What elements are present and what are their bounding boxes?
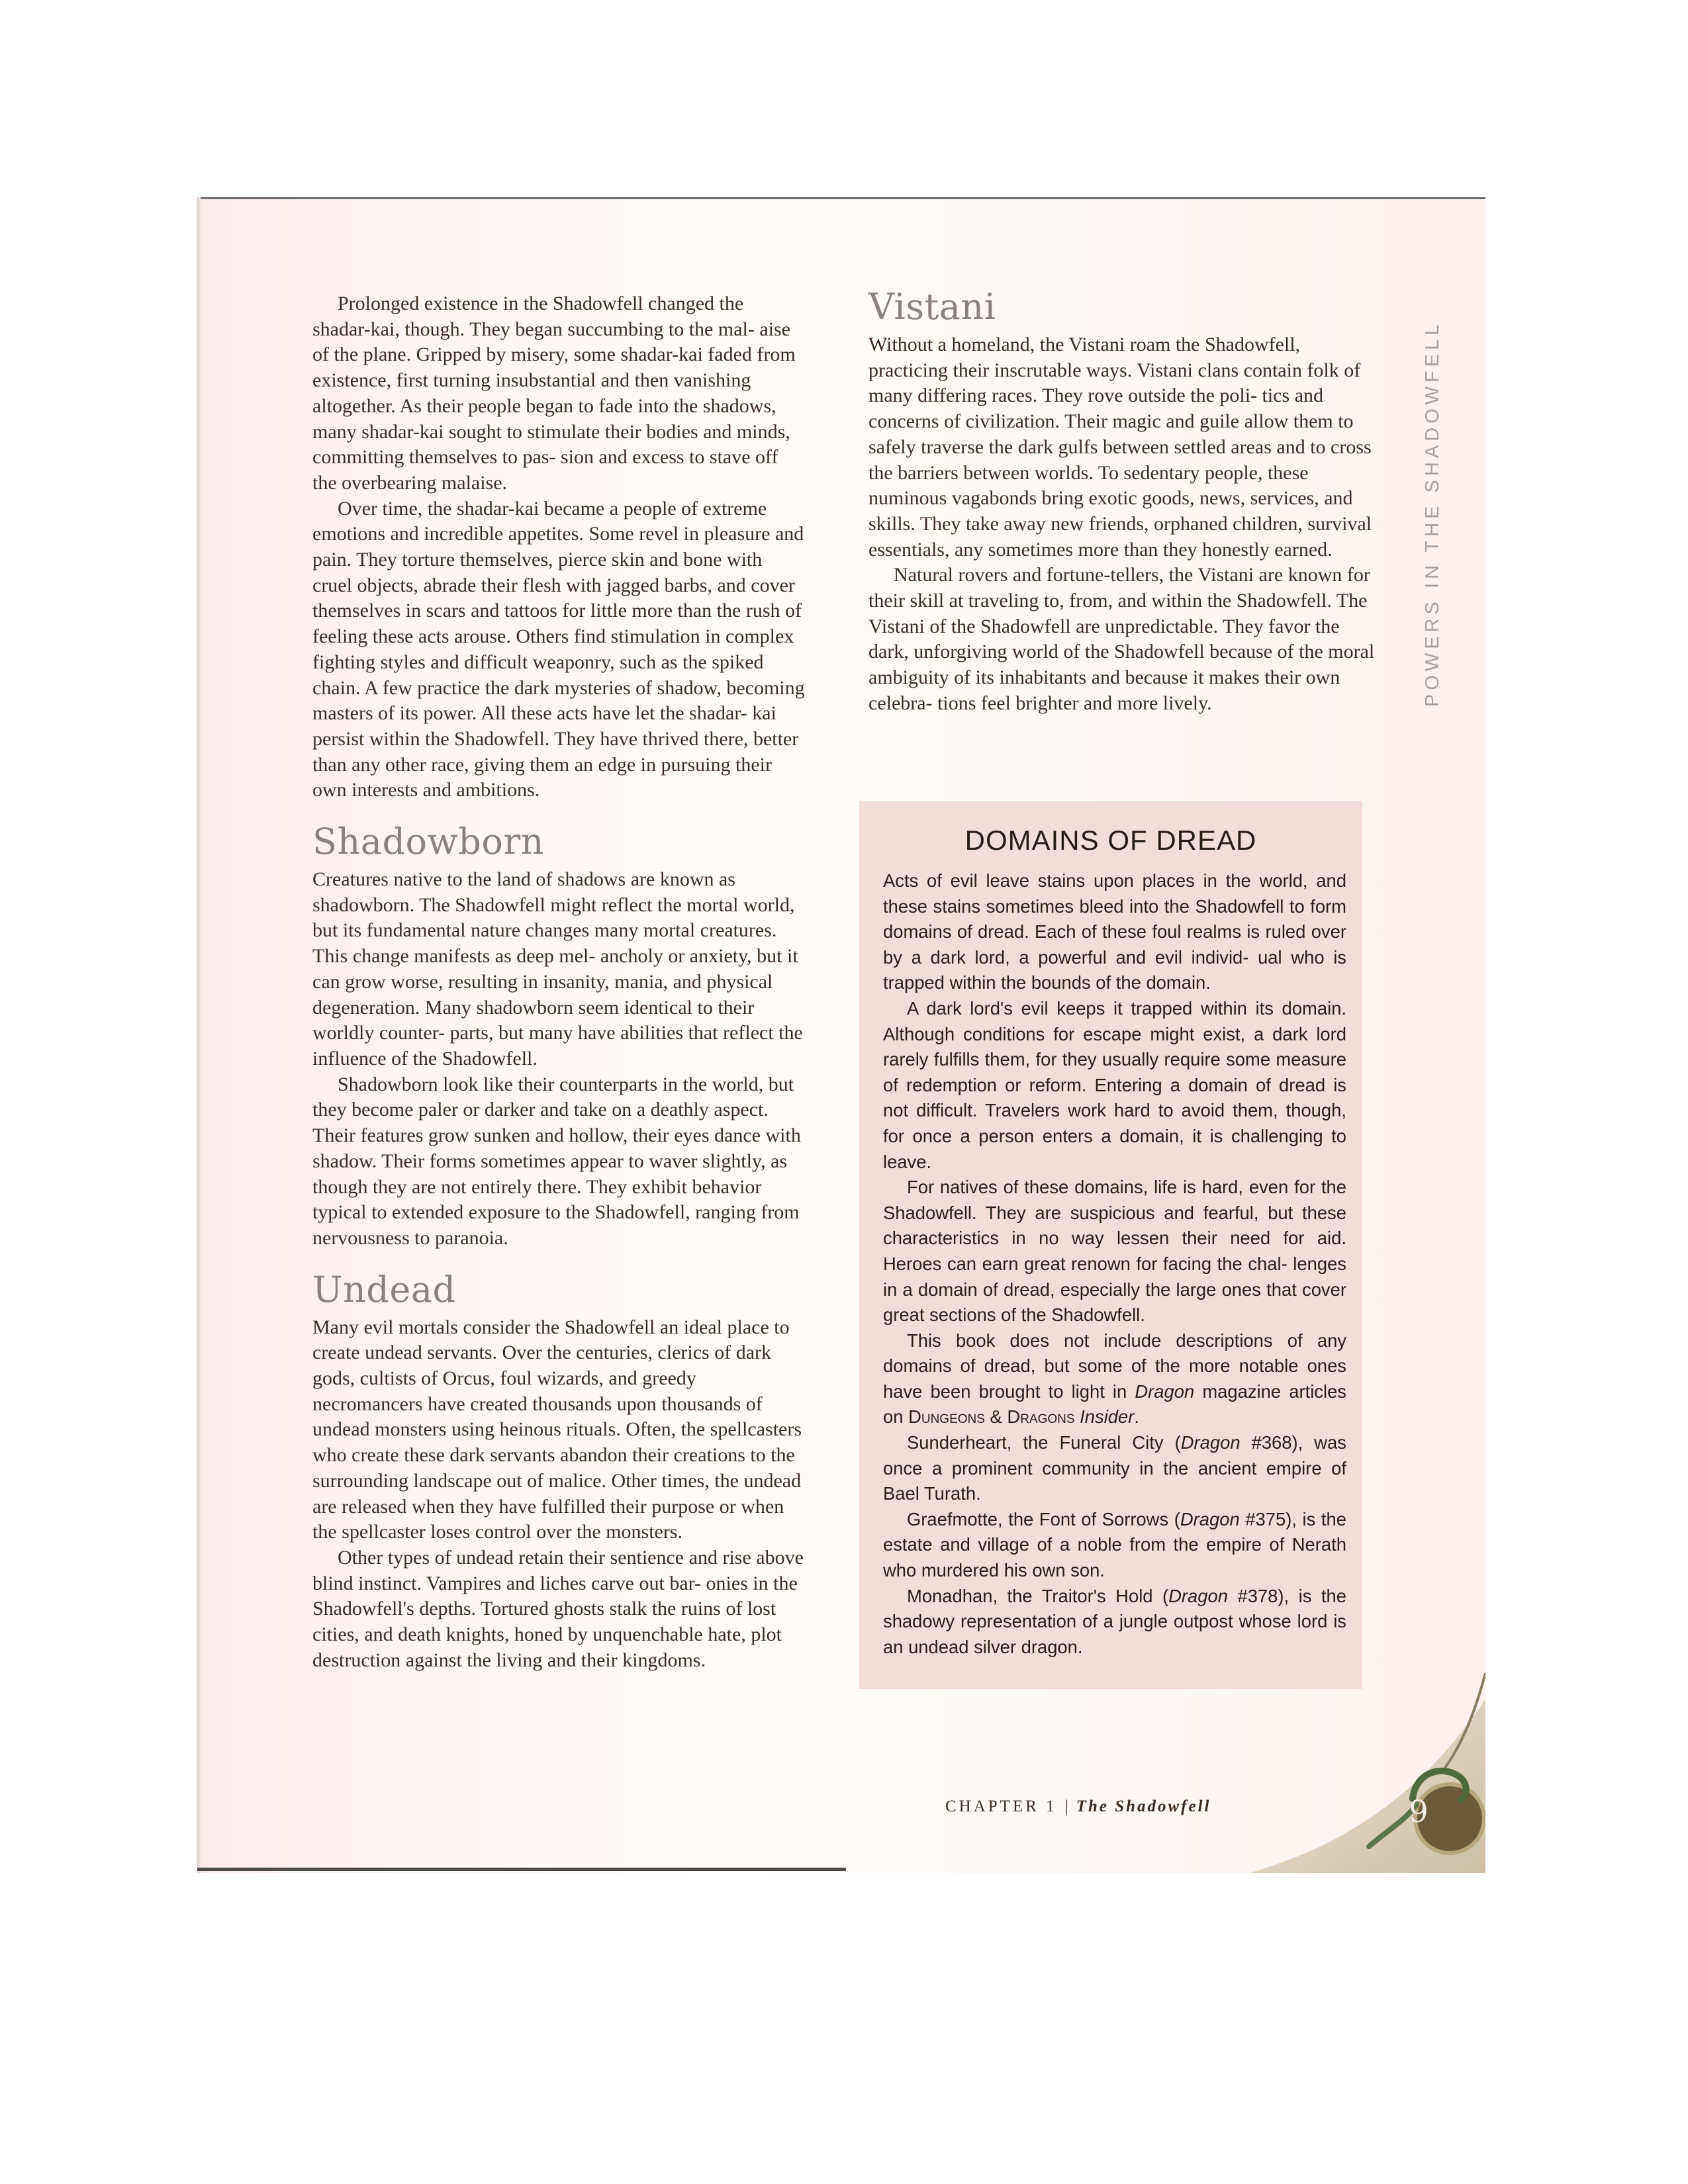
product-name-suffix: Insider bbox=[1080, 1406, 1135, 1428]
left-column bbox=[312, 291, 805, 1673]
section-heading-undead: Undead bbox=[312, 1268, 456, 1310]
sidebar-paragraph: For natives of these domains, life is hard, even for the Shadowfell. They are suspicious and fearful, but these characteristics in no way lessen their need for aid. Heroes can earn great renown for facing the chal- lenges in a domain of dread, especially the large ones that cover great sections of the Shadowfell. bbox=[883, 1177, 1346, 1326]
top-rule bbox=[197, 197, 1485, 199]
magazine-title: Dragon bbox=[1180, 1432, 1241, 1453]
sidebar-paragraph: Acts of evil leave stains upon places in the world, and these stains sometimes bleed into the Shadowfell to form domains of dread. Each of these foul realms is ruled over by a dark lord, a powerful and evil individ- ual who is trapped within the bounds of the domain. bbox=[883, 870, 1346, 993]
product-name: Dungeons & Dragons bbox=[908, 1406, 1075, 1428]
section-heading-vistani: Vistani bbox=[868, 286, 996, 328]
paragraph: Other types of undead retain their sentience and rise above blind instinct. Vampires and liches carve out bar- onies in the Shadowfell's depths. Tortured ghosts stalk the ruins of lost cities, and death knights, honed by unquenchable hate, plot destruction against the living and their kingdoms. bbox=[312, 1546, 804, 1671]
sidebar-paragraph bbox=[883, 1584, 1346, 1661]
paragraph: Without a homeland, the Vistani roam the Shadowfell, practicing their inscrutable ways. Vistani clans contain folk of many differing races. They rove outside the poli- tics and concerns of civilization. Their magic and guile allow them to safely traverse the dark gulfs between settled areas and to cross the barriers between worlds. To sedentary people, these numinous vagabonds bring exotic goods, news, services, and skills. They take away new friends, orphaned children, survival essentials, any sometimes more than they honestly earned. bbox=[868, 334, 1372, 561]
text-run: Graefmotte, the Font of Sorrows ( bbox=[907, 1508, 1180, 1529]
footer-chapter: CHAPTER 1 bbox=[945, 1797, 1057, 1815]
paragraph: Over time, the shadar-kai became a people of extreme emotions and incredible appetites. Some revel in pleasure and pain. They torture themselves, pierce skin and bone with cruel objects, abrade their flesh with jagged barbs, and cover themselves in scars and tattoos for little more than the rush of feeling these acts arouse. Others find stimulation in complex fighting styles and difficult weaponry, such as the spiked chain. A few practice the dark mysteries of shadow, becoming masters of its power. All these acts have let the shadar- kai persist within the Shadowfell. They have thrived there, better than any other race, giving them an edge in pursuing their own interests and ambitions. bbox=[312, 497, 805, 801]
text-run: #375), is the estate and village of a noble from the empire of Nerath who murdered his own son. bbox=[883, 1508, 1346, 1581]
footer-title: The Shadowfell bbox=[1076, 1797, 1211, 1815]
sidebar-title: DOMAINS OF DREAD bbox=[964, 825, 1257, 856]
magazine-title: Dragon bbox=[1168, 1585, 1228, 1606]
magazine-title: Dragon bbox=[1135, 1381, 1195, 1402]
text-run: magazine articles on bbox=[883, 1381, 1347, 1428]
right-column bbox=[868, 286, 1378, 717]
paragraph: Creatures native to the land of shadows are known as shadowborn. The Shadowfell might reflect the mortal world, but its fundamental nature changes many mortal creatures. This change manifests as deep mel- ancholy or anxiety, but it can grow worse, resulting in insanity, mania, and physical degeneration. Many shadowborn seem identical to their worldly counter- parts, but many have abilities that reflect the influence of the Shadowfell. bbox=[312, 868, 803, 1069]
sidebar-paragraph: A dark lord's evil keeps it trapped within its domain. Although conditions for escape might exist, a dark lord rarely fulfills them, for they usually require some measure of redemption or reform. Entering a domain of dread is not difficult. Travelers work hard to avoid them, though, for once a person enters a domain, it is challenging to leave. bbox=[883, 997, 1346, 1172]
bottom-rule bbox=[197, 1868, 846, 1871]
text-run: Sunderheart, the Funeral City ( bbox=[907, 1432, 1181, 1453]
paragraph: Shadowborn look like their counterparts in the world, but they become paler or darker and take on a deathly aspect. Their features grow sunken and hollow, their eyes dance with shadow. Their forms sometimes appear to waver slightly, as though they are not entirely there. They exhibit behavior typical to extended exposure to the Shadowfell, ranging from nervousness to paranoia. bbox=[312, 1073, 801, 1249]
text-run: This book does not include descriptions of any domains of dread, but some of the more notable ones have been brought to light in bbox=[883, 1330, 1346, 1402]
text-run: #378), is the shadowy representation of a jungle outpost whose lord is an undead silver dragon. bbox=[883, 1585, 1346, 1657]
sidebar-paragraph bbox=[883, 1507, 1346, 1584]
side-tab-label: POWERS IN THE SHADOWFELL bbox=[1422, 320, 1443, 707]
magazine-title: Dragon bbox=[1180, 1508, 1240, 1529]
page-footer bbox=[945, 1797, 1211, 1816]
side-tab bbox=[1402, 283, 1442, 707]
paragraph: Prolonged existence in the Shadowfell changed the shadar-kai, though. They began succumbing to the mal- aise of the plane. Gripped by misery, some shadar-kai faded from existence, first turning insubstantial and then vanishing altogether. As their people began to fade into the shadows, many shadar-kai sought to stimulate their bodies and minds, committing themselves to pas- sion and excess to stave off the overbearing malaise. bbox=[312, 293, 796, 494]
sidebar-body bbox=[883, 868, 1346, 1660]
sidebar-paragraph bbox=[883, 1328, 1346, 1430]
book-page bbox=[197, 197, 1485, 1873]
paragraph: Natural rovers and fortune-tellers, the Vistani are known for their skill at traveling to, from, and within the Shadowfell. The Vistani of the Shadowfell are unpredictable. They favor the dark, unforgiving world of the Shadowfell because of the moral ambiguity of its inhabitants and because it makes their own celebra- tions feel brighter and more lively. bbox=[868, 564, 1375, 714]
page-edge bbox=[197, 197, 201, 1873]
section-heading-shadowborn: Shadowborn bbox=[312, 821, 544, 863]
text-run: #368), was once a prominent community in the ancient empire of Bael Turath. bbox=[883, 1432, 1346, 1504]
text-run: . bbox=[1134, 1406, 1140, 1428]
footer-separator: | bbox=[1064, 1797, 1068, 1815]
page-number: 9 bbox=[1409, 1794, 1429, 1829]
corner-ornament-icon bbox=[1250, 1673, 1485, 1873]
sidebar-domains-of-dread bbox=[859, 801, 1362, 1689]
sidebar-paragraph bbox=[883, 1430, 1346, 1507]
paragraph: Many evil mortals consider the Shadowfell an ideal place to create undead servants. Over the centuries, clerics of dark gods, cultists of Orcus, foul wizards, and greedy necromancers have created thousands upon thousands of undead monsters using heinous rituals. Often, the spellcasters who create these dark servants abandon their creations to the surrounding landscape out of malice. Other times, the undead are released when they have fulfilled their purpose or when the spellcaster loses control over the monsters. bbox=[312, 1316, 802, 1543]
text-run: Monadhan, the Traitor's Hold ( bbox=[907, 1585, 1169, 1606]
